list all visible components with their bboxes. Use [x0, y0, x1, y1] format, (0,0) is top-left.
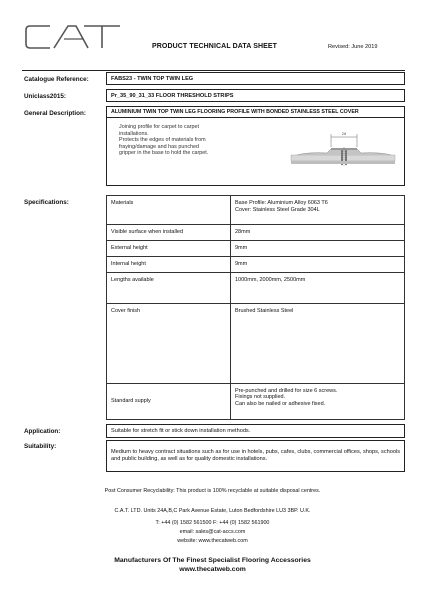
revision-date: Revised: June 2019: [328, 44, 378, 50]
description-line: Protects the edges of materials from: [119, 137, 206, 144]
specifications-table: [106, 195, 405, 420]
spec-value: Pre-punched and drilled for size 6 screws. Fixings not supplied. Can also be nailed or adhesive fixed.: [231, 383, 405, 419]
application-label: Application:: [24, 428, 61, 435]
document-title: PRODUCT TECHNICAL DATA SHEET: [152, 43, 278, 50]
table-row: [107, 272, 405, 303]
spec-name: Standard supply: [107, 383, 231, 419]
company-address: C.A.T. LTD. Units 24A,B,C Park Avenue Estate, Luton Bedfordshire LU3 3BP. U.K.: [114, 508, 311, 514]
spec-name: Visible surface when installed: [107, 225, 231, 241]
general-description-label: General Description:: [24, 110, 86, 117]
table-row: [107, 303, 405, 383]
spec-name: External height: [107, 240, 231, 256]
description-heading: ALUMINIUM TWIN TOP TWIN LEG FLOORING PROFILE WITH BONDED STAINLESS STEEL COVER: [107, 107, 404, 118]
spec-name: Cover finish: [107, 303, 231, 383]
company-logo: [24, 22, 122, 52]
description-line: installations.: [119, 130, 149, 137]
spec-value: 1000mm, 2000mm, 2500mm: [231, 272, 405, 303]
company-email: email: sales@cat-accs.com: [179, 529, 246, 535]
uniclass-value: Pr_35_90_31_33 FLOOR THRESHOLD STRIPS: [106, 89, 405, 102]
spec-name: Materials: [107, 196, 231, 225]
company-website: website: www.thecatweb.com: [177, 538, 248, 544]
spec-value: Brushed Stainless Steel: [231, 303, 405, 383]
table-row: [107, 256, 405, 272]
spec-name: Lengths available: [107, 272, 231, 303]
dimension-label: 28: [341, 131, 347, 136]
profile-drawing: [287, 125, 399, 180]
specifications-label: Specifications:: [24, 199, 69, 206]
description-line: Joining profile for carpet to carpet: [119, 124, 200, 130]
divider: [22, 70, 405, 71]
catalogue-value: FABS23 - TWIN TOP TWIN LEG: [106, 72, 405, 85]
uniclass-label: Uniclass2015:: [24, 93, 67, 100]
description-line: gripper in the base to hold the carpet.: [119, 150, 209, 157]
description-line: fraying/damage and has punched: [119, 143, 200, 150]
recyclability-note: Post Consumer Recyclability: This product is 100% recyclable at suitable disposal centres.: [104, 488, 321, 494]
table-row: [107, 225, 405, 241]
table-row: [107, 383, 405, 419]
table-row: [107, 240, 405, 256]
application-value: Suitable for stretch fit or stick down installation methods.: [106, 424, 405, 438]
spec-value: 9mm: [231, 240, 405, 256]
footer-tagline: Manufacturers Of The Finest Specialist Flooring Accessories: [114, 557, 311, 564]
spec-value: 28mm: [231, 225, 405, 241]
suitability-label: Suitability:: [24, 443, 57, 450]
spec-name: Internal height: [107, 256, 231, 272]
suitability-value: Medium to heavy contract situations such as for use in hotels, pubs, cafes, clubs, commercial offices, shops, schools and public building, as well as for quality domestic installations.: [106, 440, 405, 472]
spec-value: 9mm: [231, 256, 405, 272]
footer-url: www.thecatweb.com: [179, 566, 246, 573]
description-text: [119, 124, 269, 157]
table-row: [107, 196, 405, 225]
general-description-box: [106, 106, 405, 186]
company-phone: T: +44 (0) 1582 561500 F: +44 (0) 1582 561900: [155, 520, 270, 526]
spec-value: Base Profile: Aluminium Alloy 6063 T6 Cover: Stainless Steel Grade 304L: [231, 196, 405, 225]
catalogue-label: Catalogue Reference:: [24, 76, 89, 83]
